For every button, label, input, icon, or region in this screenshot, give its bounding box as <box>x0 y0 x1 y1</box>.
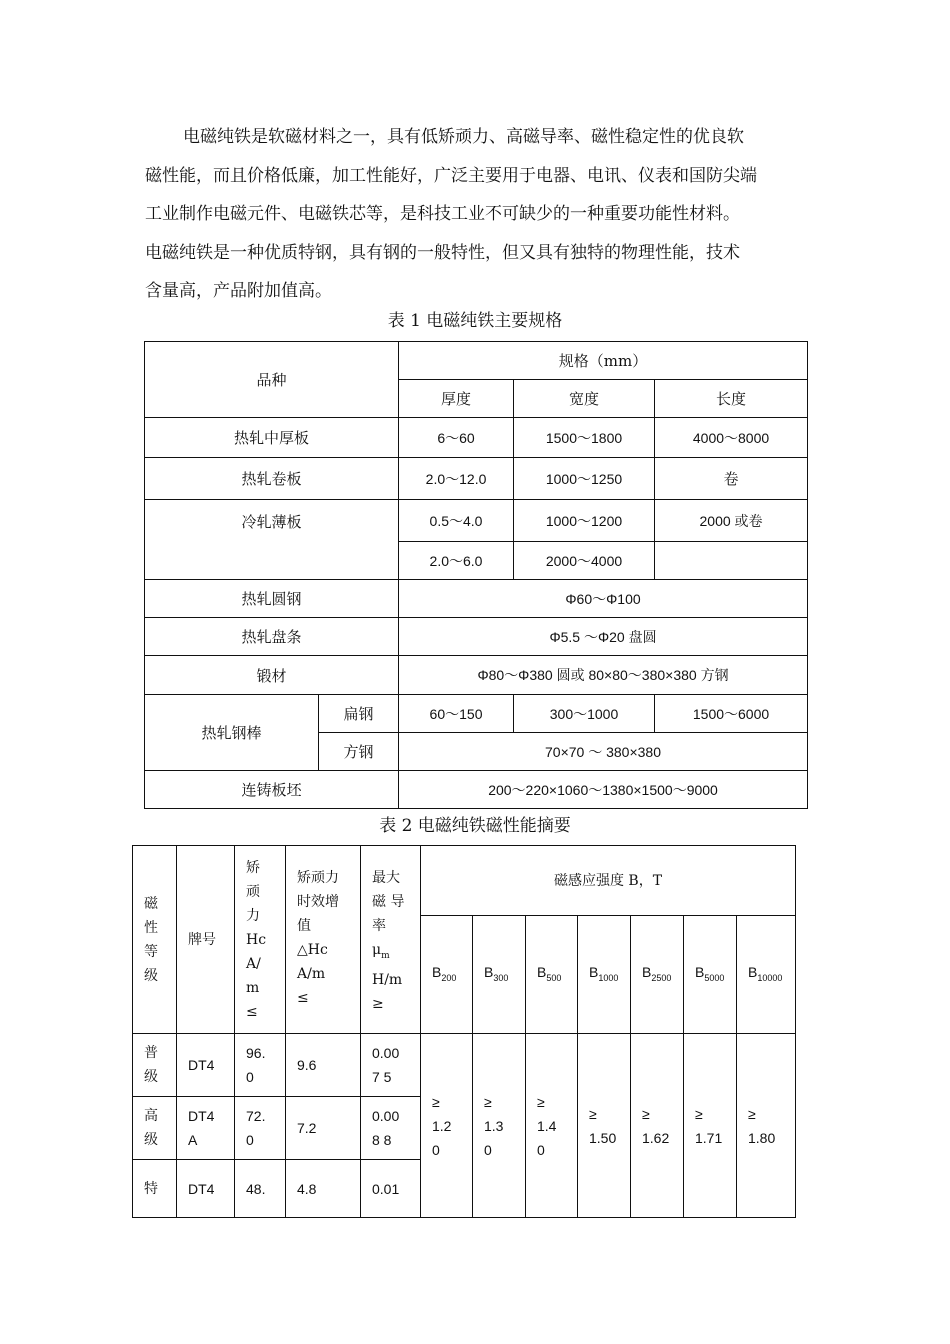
header-b-col <box>473 916 526 1034</box>
cell-mu: 0.00 7 5 <box>361 1034 421 1097</box>
header-b-col <box>737 916 796 1034</box>
row-name: 热轧盘条 <box>145 618 399 656</box>
row-name: 热轧钢棒 <box>145 695 319 771</box>
b-col-sub: 5000 <box>704 972 725 983</box>
row-name: 连铸板坯 <box>145 771 399 809</box>
header-b-col <box>421 916 473 1034</box>
b-col-base: B <box>537 963 547 980</box>
header-thickness: 厚度 <box>399 380 514 418</box>
header-b-title: 磁感应强度 B，T <box>421 846 796 916</box>
cell-b-value: ≥ 1.62 <box>631 1034 684 1218</box>
header-b-col <box>631 916 684 1034</box>
b-col-sub: 500 <box>546 972 562 983</box>
row-name: 热轧卷板 <box>145 458 399 500</box>
header-aging: 矫顽力 时效增 值 △Hc A/m ≤ <box>286 846 361 1034</box>
magnetic-table <box>132 845 796 1218</box>
cell-brand: DT4 <box>177 1160 235 1218</box>
header-mu-sub: m <box>381 950 390 961</box>
cell-thickness: 6～60 <box>399 418 514 458</box>
header-hc: 矫 顽 力 Hc A/ m ≤ <box>235 846 286 1034</box>
b-col-sub: 300 <box>493 972 509 983</box>
cell-b-value: ≥ 1.71 <box>684 1034 737 1218</box>
spec-table <box>144 341 808 809</box>
header-b-col <box>578 916 631 1034</box>
cell-mu: 0.00 8 8 <box>361 1097 421 1160</box>
paragraph-line: 电磁纯铁是一种优质特钢，具有钢的一般特性，但又具有独特的物理性能，技术 <box>145 242 740 263</box>
header-mu <box>361 846 421 1034</box>
b-col-base: B <box>432 963 442 980</box>
b-col-sub: 10000 <box>757 972 783 983</box>
cell-hc: 48. <box>235 1160 286 1218</box>
b-col-base: B <box>642 963 652 980</box>
cell-width: 2000～4000 <box>514 542 655 580</box>
row-name: 热轧中厚板 <box>145 418 399 458</box>
b-col-base: B <box>748 963 758 980</box>
cell-thickness: 2.0～12.0 <box>399 458 514 500</box>
cell-subtype: 扁钢 <box>319 695 399 733</box>
cell-brand: DT4 <box>177 1034 235 1097</box>
cell-spec: 70×70 ～ 380×380 <box>399 733 808 771</box>
row-name: 热轧圆钢 <box>145 580 399 618</box>
cell-length <box>655 542 808 580</box>
cell-spec: Φ60～Φ100 <box>399 580 808 618</box>
header-b-col <box>684 916 737 1034</box>
cell-brand: DT4 A <box>177 1097 235 1160</box>
cell-length: 1500～6000 <box>655 695 808 733</box>
cell-mu: 0.01 <box>361 1160 421 1218</box>
cell-spec: Φ5.5 ～Φ20 盘圆 <box>399 618 808 656</box>
cell-length: 卷 <box>655 458 808 500</box>
cell-length: 4000～8000 <box>655 418 808 458</box>
cell-thickness: 2.0～6.0 <box>399 542 514 580</box>
cell-b-value: ≥ 1.80 <box>737 1034 796 1218</box>
header-width: 宽度 <box>514 380 655 418</box>
paragraph-line: 含量高，产品附加值高。 <box>145 281 332 302</box>
header-brand: 牌号 <box>177 846 235 1034</box>
table1-caption: 表 1 电磁纯铁主要规格 <box>387 311 563 331</box>
row-name: 锻材 <box>145 656 399 695</box>
cell-spec: Φ80～Φ380 圆或 80×80～380×380 方钢 <box>399 656 808 695</box>
cell-hc: 96. 0 <box>235 1034 286 1097</box>
cell-thickness: 0.5～4.0 <box>399 500 514 542</box>
intro-paragraph <box>145 118 807 311</box>
header-mu-unit: H/m ≥ <box>372 971 403 1012</box>
cell-width: 1000～1200 <box>514 500 655 542</box>
header-b-col <box>526 916 578 1034</box>
header-mu-text: 最大 磁 导 率 μ <box>372 870 405 958</box>
cell-aging: 7.2 <box>286 1097 361 1160</box>
cell-b-value: ≥ 1.3 0 <box>473 1034 526 1218</box>
cell-thickness: 60～150 <box>399 695 514 733</box>
cell-grade: 高 级 <box>133 1097 177 1160</box>
paragraph-line: 电磁纯铁是软磁材料之一，具有低矫顽力、高磁导率、磁性稳定性的优良软 <box>183 127 744 147</box>
b-col-base: B <box>695 963 705 980</box>
cell-hc: 72. 0 <box>235 1097 286 1160</box>
paragraph-line: 磁性能，而且价格低廉，加工性能好，广泛主要用于电器、电讯、仪表和国防尖端 <box>145 165 757 186</box>
cell-width: 1500～1800 <box>514 418 655 458</box>
cell-aging: 4.8 <box>286 1160 361 1218</box>
b-col-sub: 200 <box>441 972 457 983</box>
cell-subtype: 方钢 <box>319 733 399 771</box>
cell-b-value: ≥ 1.50 <box>578 1034 631 1218</box>
cell-b-value: ≥ 1.4 0 <box>526 1034 578 1218</box>
b-col-base: B <box>589 963 599 980</box>
b-col-sub: 1000 <box>598 972 619 983</box>
cell-grade: 普 级 <box>133 1034 177 1097</box>
row-name: 冷轧薄板 <box>145 500 399 580</box>
cell-width: 300～1000 <box>514 695 655 733</box>
paragraph-line: 工业制作电磁元件、电磁铁芯等，是科技工业不可缺少的一种重要功能性材料。 <box>145 204 740 225</box>
b-col-base: B <box>484 963 494 980</box>
header-length: 长度 <box>655 380 808 418</box>
header-variety: 品种 <box>145 342 399 418</box>
table2-caption: 表 2 电磁纯铁磁性能摘要 <box>379 816 571 836</box>
b-col-sub: 2500 <box>651 972 672 983</box>
cell-b-value: ≥ 1.2 0 <box>421 1034 473 1218</box>
cell-spec: 200～220×1060～1380×1500～9000 <box>399 771 808 809</box>
header-spec: 规格（mm） <box>399 342 808 380</box>
header-grade: 磁 性 等 级 <box>133 846 177 1034</box>
cell-aging: 9.6 <box>286 1034 361 1097</box>
cell-grade: 特 <box>133 1160 177 1218</box>
cell-width: 1000～1250 <box>514 458 655 500</box>
cell-length: 2000 或卷 <box>655 500 808 542</box>
